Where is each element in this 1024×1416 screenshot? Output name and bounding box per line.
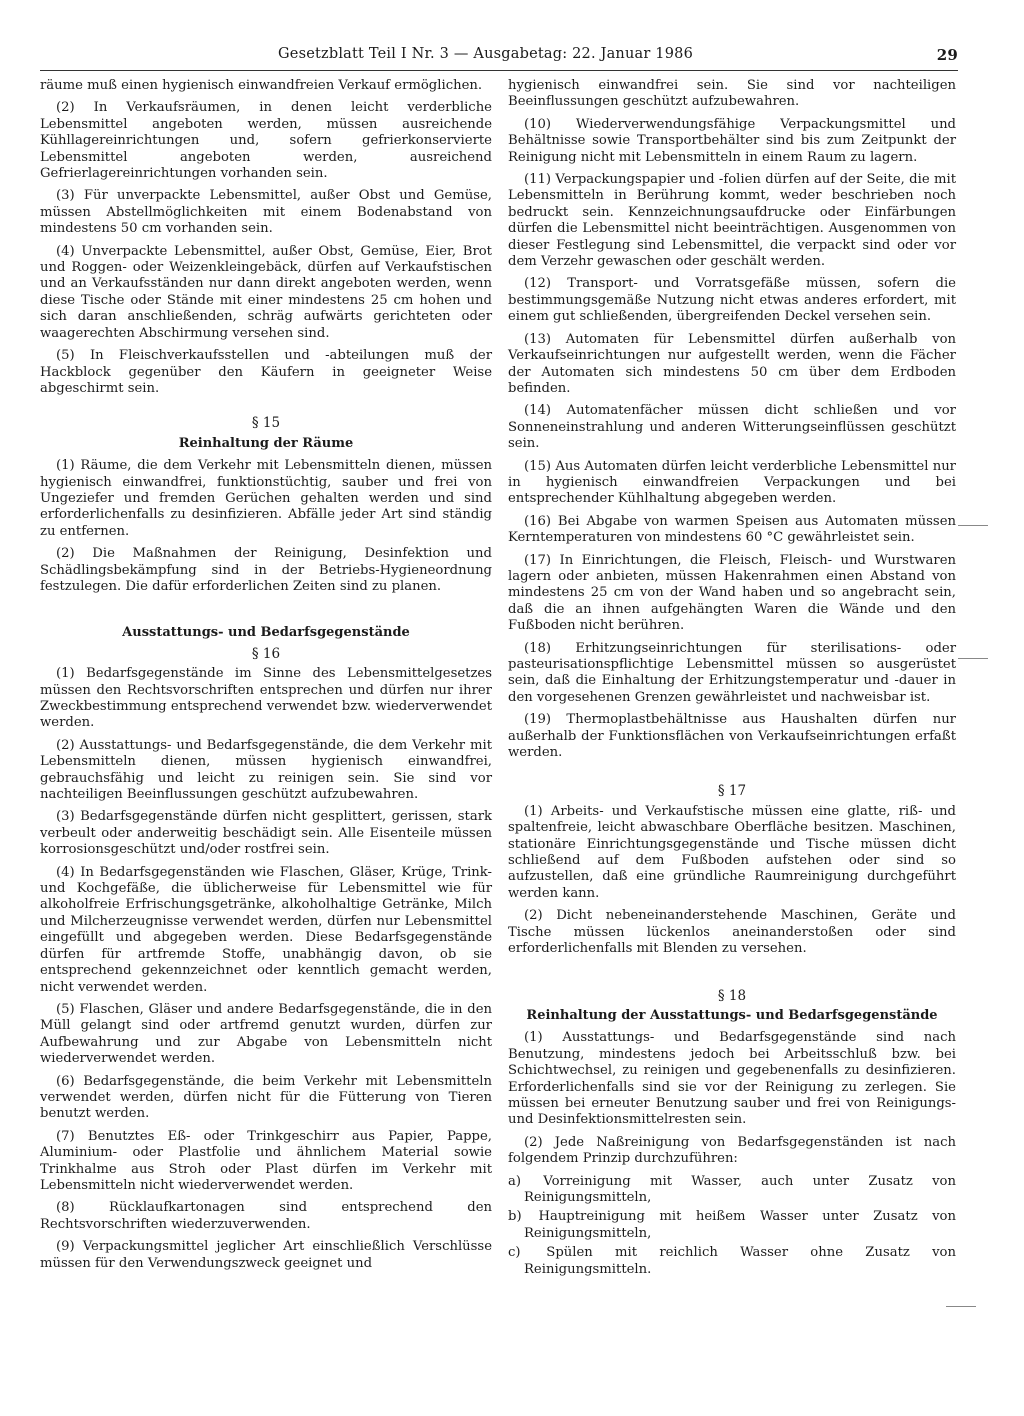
- paragraph: (2) In Verkaufsräumen, in denen leicht verderbliche Lebensmittel angeboten werden, müssen ausreichende Kühllagereinrichtungen und, sofern gefrierkonservierte Lebensmittel angeboten werden, ausreichend Gefrierlagereinrichtungen vorhanden sein.: [40, 100, 492, 182]
- paragraph: (2) Dicht nebeneinanderstehende Maschinen, Geräte und Tische müssen lückenlos aneinanderstoßen oder sind erforderlichenfalls mit Blenden zu versehen.: [508, 908, 956, 957]
- header-rule: [40, 70, 958, 71]
- section-16-number: § 16: [251, 645, 281, 662]
- paragraph: (3) Für unverpackte Lebensmittel, außer Obst und Gemüse, müssen Abstellmöglichkeiten mit einem Bodenabstand von mindestens 50 cm vorhanden sein.: [40, 188, 492, 237]
- paragraph: (8) Rücklaufkartonagen sind entsprechend den Rechtsvorschriften wiederzuverwenden.: [40, 1200, 492, 1232]
- paragraph: (6) Bedarfsgegenstände, die beim Verkehr mit Lebensmitteln verwendet werden, dürfen nicht für die Fütterung von Tieren benutzt werden.: [40, 1073, 492, 1122]
- paragraph: (19) Thermoplastbehältnisse aus Haushalten dürfen nur außerhalb der Funktionsflächen von Verkaufseinrichtungen erfaßt werden.: [508, 712, 956, 761]
- paragraph: (1) Bedarfsgegenstände im Sinne des Lebensmittelgesetzes müssen den Rechtsvorschriften entsprechen und dürfen nur ihrer Zweckbestimmung entsprechend verwendet bzw. wiederverwendet werden.: [40, 666, 492, 731]
- paragraph: (7) Benutztes Eß- oder Trinkgeschirr aus Papier, Pappe, Aluminium- oder Plastfolie und ähnlichem Material sowie Trinkhalme aus Stroh oder Plast dürfen im Verkehr mit Lebensmitteln nicht wiederverwendet werden.: [40, 1128, 492, 1193]
- paragraph: (1) Räume, die dem Verkehr mit Lebensmitteln dienen, müssen hygienisch einwandfrei, funktionstüchtig, sauber und frei von Ungeziefer und fremden Gerüchen gehalten werden und sind erforderlichenfalls zu desinfizieren. Abfälle jeder Art sind ständig zu entfernen.: [40, 458, 492, 539]
- page-number: 29: [936, 46, 958, 64]
- list-item: [508, 1209, 956, 1242]
- paragraph: (3) Bedarfsgegenstände dürfen nicht gesplittert, gerissen, stark verbeult oder anderweitig beschädigt sein. Alle Eisenteile müssen korrosionsgeschützt und/oder rostfrei sein.: [40, 809, 492, 858]
- right-column: [508, 78, 956, 1281]
- list-label: a): [508, 1173, 522, 1189]
- paragraph: (2) Die Maßnahmen der Reinigung, Desinfektion und Schädlingsbekämpfung sind in der Betriebs-Hygieneordnung festzulegen. Die dafür erforderlichen Zeiten sind zu planen.: [40, 546, 492, 594]
- header-title: Gesetzblatt Teil I Nr. 3 — Ausgabetag: 22. Januar 1986: [278, 46, 693, 62]
- paragraph: (9) Verpackungsmittel jeglicher Art einschließlich Verschlüsse müssen für den Verwendungszweck geeignet und: [40, 1239, 492, 1271]
- paragraph: (4) Unverpackte Lebensmittel, außer Obst, Gemüse, Eier, Brot und Roggen- oder Weizenkleingebäck, dürfen auf Verkaufstischen und an Verkaufsständen nur dann direkt angeboten werden, wenn diese Tische oder Stände mit einer mindestens 25 cm hohen und sich daran anschließenden, schräg aufwärts gerichteten oder waagerechten Abschirmung versehen sind.: [40, 243, 492, 341]
- paragraph: (2) Ausstattungs- und Bedarfsgegenstände, die dem Verkehr mit Lebensmitteln dienen, müssen hygienisch einwandfrei, gebrauchsfähig und leicht zu reinigen sein. Sie sind vor nachteiligen Beeinflussungen geschützt aufzubewahren.: [40, 737, 492, 803]
- list-text: Spülen mit reichlich Wasser ohne Zusatz von Reinigungsmitteln.: [524, 1245, 956, 1277]
- margin-mark: [946, 1306, 976, 1307]
- list-label: b): [508, 1209, 522, 1225]
- paragraph: räume muß einen hygienisch einwandfreien Verkauf ermöglichen.: [40, 78, 483, 93]
- paragraph: (4) In Bedarfsgegenständen wie Flaschen, Gläser, Krüge, Trink- und Kochgefäße, die üblicherweise für Lebensmittel wie für alkoholfreie Erfrischungsgetränke, alkoholhaltige Getränke, Milch und Milcherzeugnisse verwendet werden, dürfen nur Lebensmittel eingefüllt und abgegeben werden. Diese Bedarfsgegenstände dürfen für artfremde Stoffe, unabhängig davon, ob sie entsprechend gekennzeichnet oder kenntlich gemacht werden, nicht verwendet werden.: [40, 864, 492, 995]
- paragraph: (5) In Fleischverkaufsstellen und -abteilungen muß der Hackblock gegenüber den Käufern in geeigneter Weise abgeschirmt sein.: [40, 348, 492, 396]
- paragraph: (15) Aus Automaten dürfen leicht verderbliche Lebensmittel nur in hygienisch einwandfreien Verpackungen und bei entsprechender Kühlhaltung abgegeben werden.: [508, 458, 956, 507]
- margin-mark: [958, 525, 988, 526]
- section-17-number: § 17: [717, 783, 747, 800]
- section-18-title: Reinhaltung der Ausstattungs- und Bedarfsgegenstände: [526, 1007, 938, 1023]
- section-18-number: § 18: [717, 987, 747, 1004]
- left-column: [40, 78, 492, 1278]
- paragraph: (1) Ausstattungs- und Bedarfsgegenstände sind nach Benutzung, mindestens jedoch bei Arbeitsschluß bzw. bei Schichtwechsel, zu reinigen und gegebenenfalls zu desinfizieren. Erforderlichenfalls sind sie vor der Reinigung zu zerlegen. Sie müssen bei erneuter Benutzung sauber und frei von Reinigungs- und Desinfektionsmittelresten sein.: [508, 1030, 956, 1128]
- paragraph: (12) Transport- und Vorratsgefäße müssen, sofern die bestimmungsgemäße Nutzung nicht etwas anderes erfordert, mit einem gut schließenden, übergreifenden Deckel versehen sein.: [508, 276, 956, 325]
- group-title: Ausstattungs- und Bedarfsgegenstände: [122, 625, 410, 641]
- paragraph: (16) Bei Abgabe von warmen Speisen aus Automaten müssen Kerntemperaturen von mindestens 60 °C gewährleistet sein.: [508, 513, 956, 546]
- section-15-title: Reinhaltung der Räume: [178, 435, 354, 451]
- paragraph: (13) Automaten für Lebensmittel dürfen außerhalb von Verkaufseinrichtungen nur aufgestellt werden, wenn die Fächer der Automaten sich mindestens 50 cm über dem Erdboden befinden.: [508, 331, 956, 396]
- list-item: [508, 1174, 956, 1207]
- paragraph: (18) Erhitzungseinrichtungen für sterilisations- oder pasteurisationspflichtige Lebensmittel müssen so ausgerüstet sein, daß die Einhaltung der Erhitzungstemperatur und -dauer in den vorgesehenen Grenzen gewährleistet und nachweisbar ist.: [508, 640, 956, 705]
- paragraph: (1) Arbeits- und Verkaufstische müssen eine glatte, riß- und spaltenfreie, leicht abwaschbare Oberfläche besitzen. Maschinen, stationäre Einrichtungsgegenstände und Tische müssen dicht schließend auf dem Fußboden aufstehen oder sind so aufzustellen, daß eine gründliche Raumreinigung durchgeführt werden kann.: [508, 803, 956, 901]
- section-15-number: § 15: [251, 415, 281, 432]
- list-text: Hauptreinigung mit heißem Wasser unter Zusatz von Reinigungsmitteln,: [524, 1209, 956, 1241]
- paragraph: (2) Jede Naßreinigung von Bedarfsgegenständen ist nach folgendem Prinzip durchzuführen:: [508, 1134, 956, 1167]
- paragraph: (5) Flaschen, Gläser und andere Bedarfsgegenstände, die in den Müll gelangt sind oder artfremd genutzt wurden, dürfen zur Aufbewahrung und zur Abgabe von Lebensmitteln nicht wiederverwendet werden.: [40, 1001, 492, 1067]
- list-item: [508, 1245, 956, 1278]
- list-label: c): [508, 1245, 521, 1261]
- list-text: Vorreinigung mit Wasser, auch unter Zusatz von Reinigungsmitteln,: [524, 1173, 956, 1205]
- margin-mark: [958, 658, 988, 659]
- paragraph: (14) Automatenfächer müssen dicht schließen und vor Sonneneinstrahlung und anderen Witterungseinflüssen geschützt sein.: [508, 403, 956, 452]
- paragraph: hygienisch einwandfrei sein. Sie sind vor nachteiligen Beeinflussungen geschützt aufzubewahren.: [508, 78, 956, 110]
- page-header: [278, 46, 958, 70]
- paragraph: (11) Verpackungspapier und -folien dürfen auf der Seite, die mit Lebensmitteln in Berührung kommt, weder beschrieben noch bedruckt sein. Kennzeichnungsaufdrucke oder Einfärbungen dürfen die Lebensmittel nicht beeinträchtigen. Ausgenommen von dieser Festlegung sind Lebensmittel, die verpackt sind oder vor dem Verzehr gewaschen oder geschält werden.: [508, 172, 956, 270]
- paragraph: (17) In Einrichtungen, die Fleisch, Fleisch- und Wurstwaren lagern oder anbieten, müssen Hakenrahmen einen Abstand von mindestens 25 cm von der Wand haben und so angebracht sein, daß die an ihnen aufgehängten Waren die Wände und den Fußboden nicht berühren.: [508, 552, 956, 634]
- paragraph: (10) Wiederverwendungsfähige Verpackungsmittel und Behältnisse sowie Transportbehälter sind bis zum Zeitpunkt der Reinigung nicht mit Lebensmitteln in einem Raum zu lagern.: [508, 116, 956, 165]
